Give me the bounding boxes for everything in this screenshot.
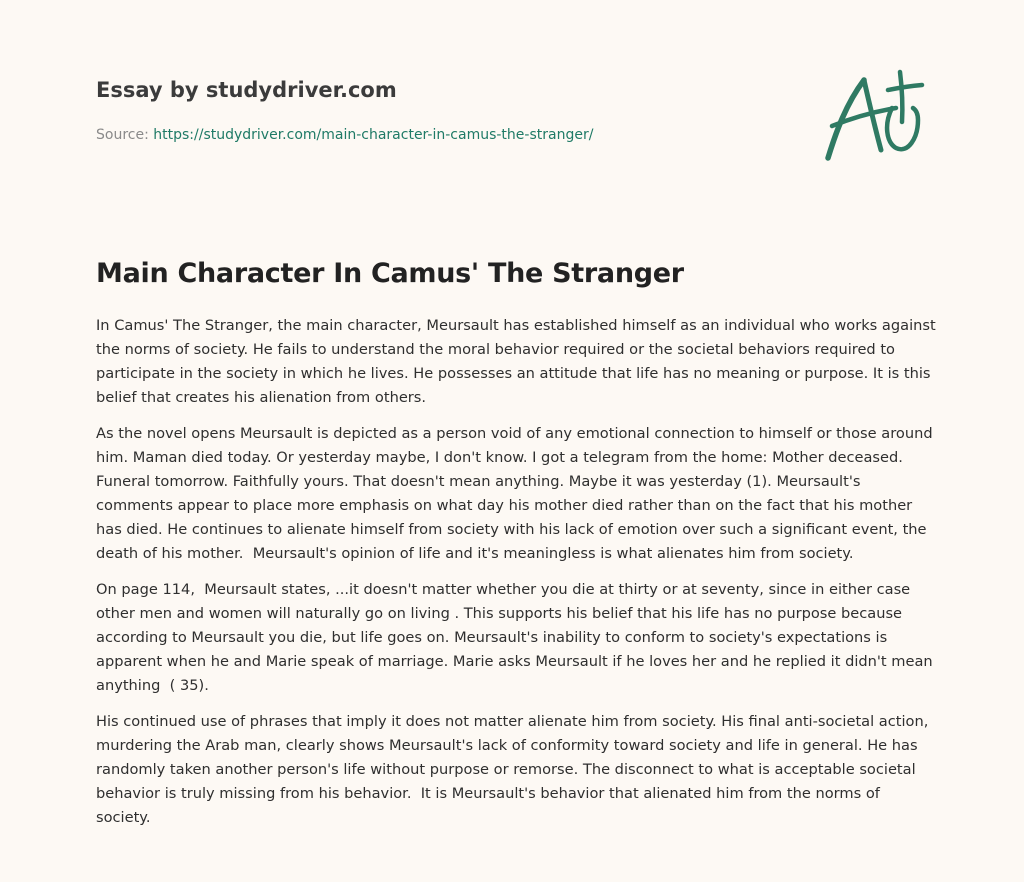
essay-header	[96, 76, 796, 145]
source-link[interactable]: https://studydriver.com/main-character-in-camus-the-stranger/	[153, 127, 594, 143]
essay-paragraph: In Camus' The Stranger, the main character, Meursault has established himself as an individual who works against the norms of society. He fails to understand the moral behavior required or the societal behaviors required to participate in the society in which he lives. He possesses an attitude that life has no meaning or purpose. It is this belief that creates his alienation from others.	[96, 317, 941, 406]
essay-paragraph: As the novel opens Meursault is depicted as a person void of any emotional connection to himself or those around him. Maman died today. Or yesterday maybe, I don't know. I got a telegram from the home: Mother deceased. Funeral tomorrow. Faithfully yours. That doesn't mean anything. Maybe it was yesterday (1). Meursault's comments appear to place more emphasis on what day his mother died rather than on the fact that his mother has died. He continues to alienate himself from society with his lack of emotion over such a significant event, the death of his mother. Meursault's opinion of life and it's meaningless is what alienates him from society.	[96, 425, 938, 562]
a-plus-logo-icon	[818, 68, 928, 164]
essay-body	[96, 314, 941, 842]
source-line	[96, 125, 796, 145]
essay-by-heading: Essay by studydriver.com	[96, 78, 397, 102]
essay-paragraph: His continued use of phrases that imply it does not matter alienate him from society. His final anti-societal action, murdering the Arab man, clearly shows Meursault's lack of conformity toward society and life in general. He has randomly taken another person's life without purpose or remorse. The disconnect to what is acceptable societal behavior is truly missing from his behavior. It is Meursault's behavior that alienated him from the norms of society.	[96, 713, 934, 826]
source-label: Source:	[96, 127, 154, 143]
essay-title: Main Character In Camus' The Stranger	[96, 258, 684, 289]
essay-paragraph: On page 114, Meursault states, ...it doesn't matter whether you die at thirty or at seventy, since in either case other men and women will naturally go on living . This supports his belief that his life has no purpose because according to Meursault you die, but life goes on. Meursault's inability to conform to society's expectations is apparent when he and Marie speak of marriage. Marie asks Meursault if he loves her and he replied it didn't mean anything ( 35).	[96, 581, 938, 694]
